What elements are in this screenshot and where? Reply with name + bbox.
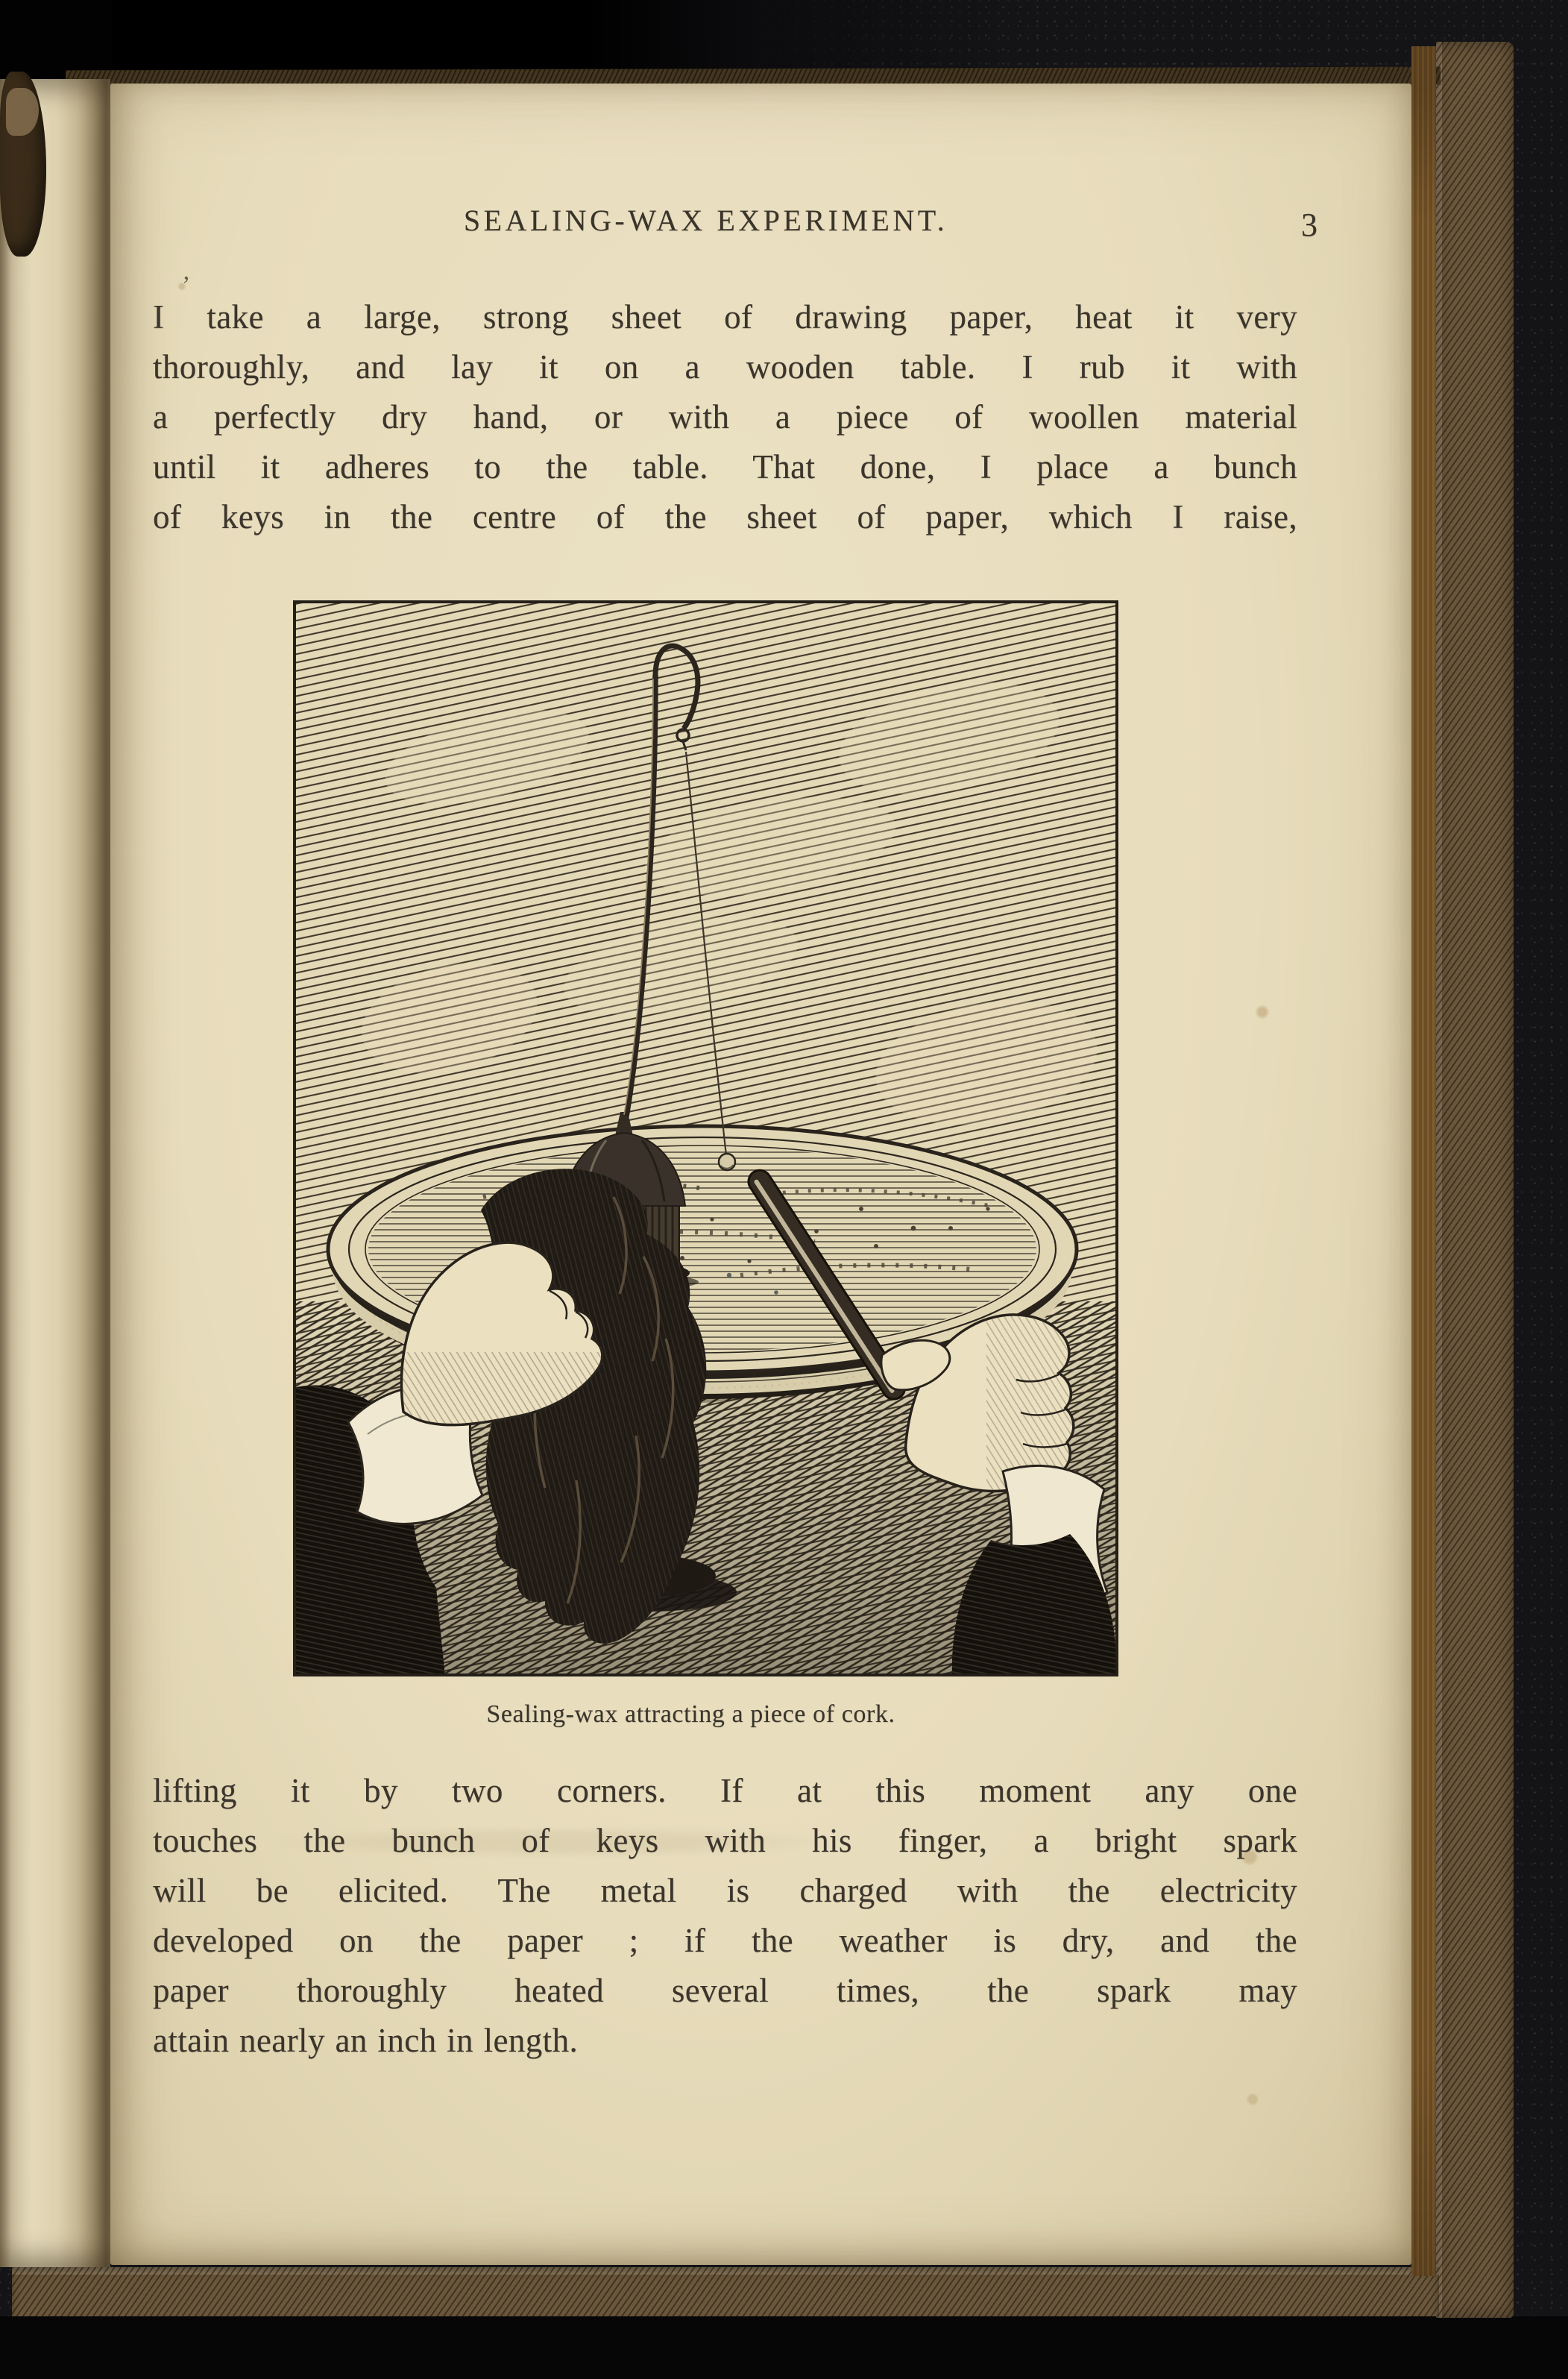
text-line: developed on the paper ; if the weather is dry, and the <box>153 1922 1297 1959</box>
text-line: lifting it by two corners. If at this moment any one <box>153 1772 1297 1809</box>
figure-caption: Sealing-wax attracting a piece of cork. <box>486 1700 895 1728</box>
gutter-pages <box>0 79 110 2267</box>
text-line: I take a large, strong sheet of drawing paper, heat it very <box>153 298 1297 336</box>
text-line: touches the bunch of keys with his finger, a bright spark <box>153 1822 1297 1859</box>
text-line: of keys in the centre of the sheet of paper, which I raise, <box>153 498 1297 535</box>
book-cover-bottom-edge <box>12 2267 1439 2316</box>
book-cover-edge <box>1436 42 1514 2318</box>
page-header <box>153 203 1317 255</box>
text-line: will be elicited. The metal is charged with the electricity <box>153 1872 1297 1909</box>
paragraph-1 <box>153 292 1297 542</box>
book-page <box>110 84 1411 2265</box>
running-head: SEALING-WAX EXPERIMENT. <box>463 204 948 237</box>
text-line: attain nearly an inch in length. <box>153 2022 579 2059</box>
text-line: until it adheres to the table. That done, I place a bunch <box>153 448 1297 485</box>
text-line: paper thoroughly heated several times, the spark may <box>153 1972 1297 2009</box>
engraving-illustration <box>293 600 1118 1676</box>
backdrop-shadow-bottom <box>0 2316 1568 2379</box>
ink-fleck: ’ <box>182 271 191 299</box>
paragraph-2 <box>153 1766 1297 2066</box>
figure <box>293 600 1118 1676</box>
text-line: thoroughly, and lay it on a wooden table. I rub it with <box>153 348 1297 386</box>
text-line: a perfectly dry hand, or with a piece of woollen material <box>153 398 1297 436</box>
fore-edge-pages <box>1411 46 1436 2276</box>
page-number: 3 <box>1301 207 1317 243</box>
